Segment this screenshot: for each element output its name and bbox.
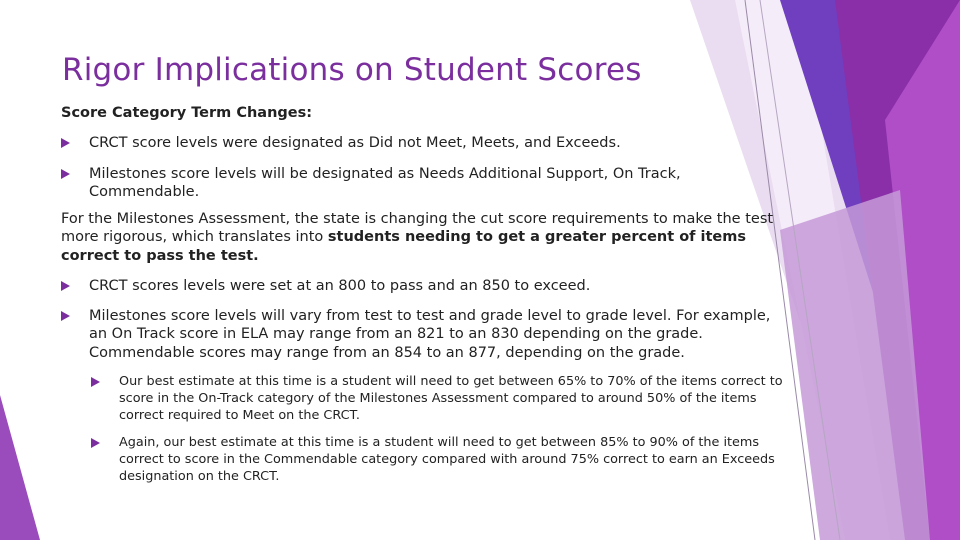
bullet-item — [61, 277, 791, 296]
slide-body — [61, 104, 791, 486]
bullet-text: CRCT score levels were designated as Did not Meet, Meets, and Exceeds. — [89, 135, 621, 151]
triangle-bullet-icon — [61, 311, 70, 321]
sub-bullet-list — [91, 374, 791, 486]
bullet-item — [61, 165, 791, 202]
rigor-paragraph — [61, 210, 791, 266]
sub-bullet-item — [91, 374, 791, 424]
bullet-text: Milestones score levels will be designated as Needs Additional Support, On Track, Commendable. — [89, 165, 681, 200]
sub-bullet-item — [91, 435, 791, 485]
paragraph-text: For the Milestones Assessment, the state is changing the cut score requirements to make the test more rigorous, which translates into — [61, 210, 774, 245]
bullet-text: Milestones score levels will vary from test to test and grade level to grade level. For example, an On Track score in ELA may range from an 821 to an 830 depending on the grade. Commendable scores may range from an 854 to an 877, depending on the grade. — [89, 307, 771, 361]
sub-bullet-text: Again, our best estimate at this time is a student will need to get between 85% to 90% of the items correct to score in the Commendable category compared with around 75% correct to earn an Exceeds designation on the CRCT. — [119, 435, 775, 484]
triangle-bullet-icon — [91, 377, 100, 387]
bullet-text: CRCT scores levels were set at an 800 to pass and an 850 to exceed. — [89, 278, 591, 294]
slide-title: Rigor Implications on Student Scores — [62, 52, 642, 88]
bullet-item — [61, 307, 791, 363]
decor-left-strip — [0, 395, 40, 540]
triangle-bullet-icon — [61, 138, 70, 148]
bullet-list-b — [61, 277, 791, 362]
subheading: Score Category Term Changes: — [61, 105, 313, 121]
sub-bullet-text: Our best estimate at this time is a student will need to get between 65% to 70% of the items correct to score in the On-Track category of the Milestones Assessment compared to around 50% of the items correct required to Meet on the CRCT. — [119, 374, 783, 423]
bullet-item — [61, 134, 791, 153]
paragraph-emphasis: students needing to get a greater percent of items correct to pass the test. — [61, 229, 746, 264]
bullet-list-a — [61, 134, 791, 202]
triangle-bullet-icon — [91, 438, 100, 448]
triangle-bullet-icon — [61, 169, 70, 179]
triangle-bullet-icon — [61, 281, 70, 291]
